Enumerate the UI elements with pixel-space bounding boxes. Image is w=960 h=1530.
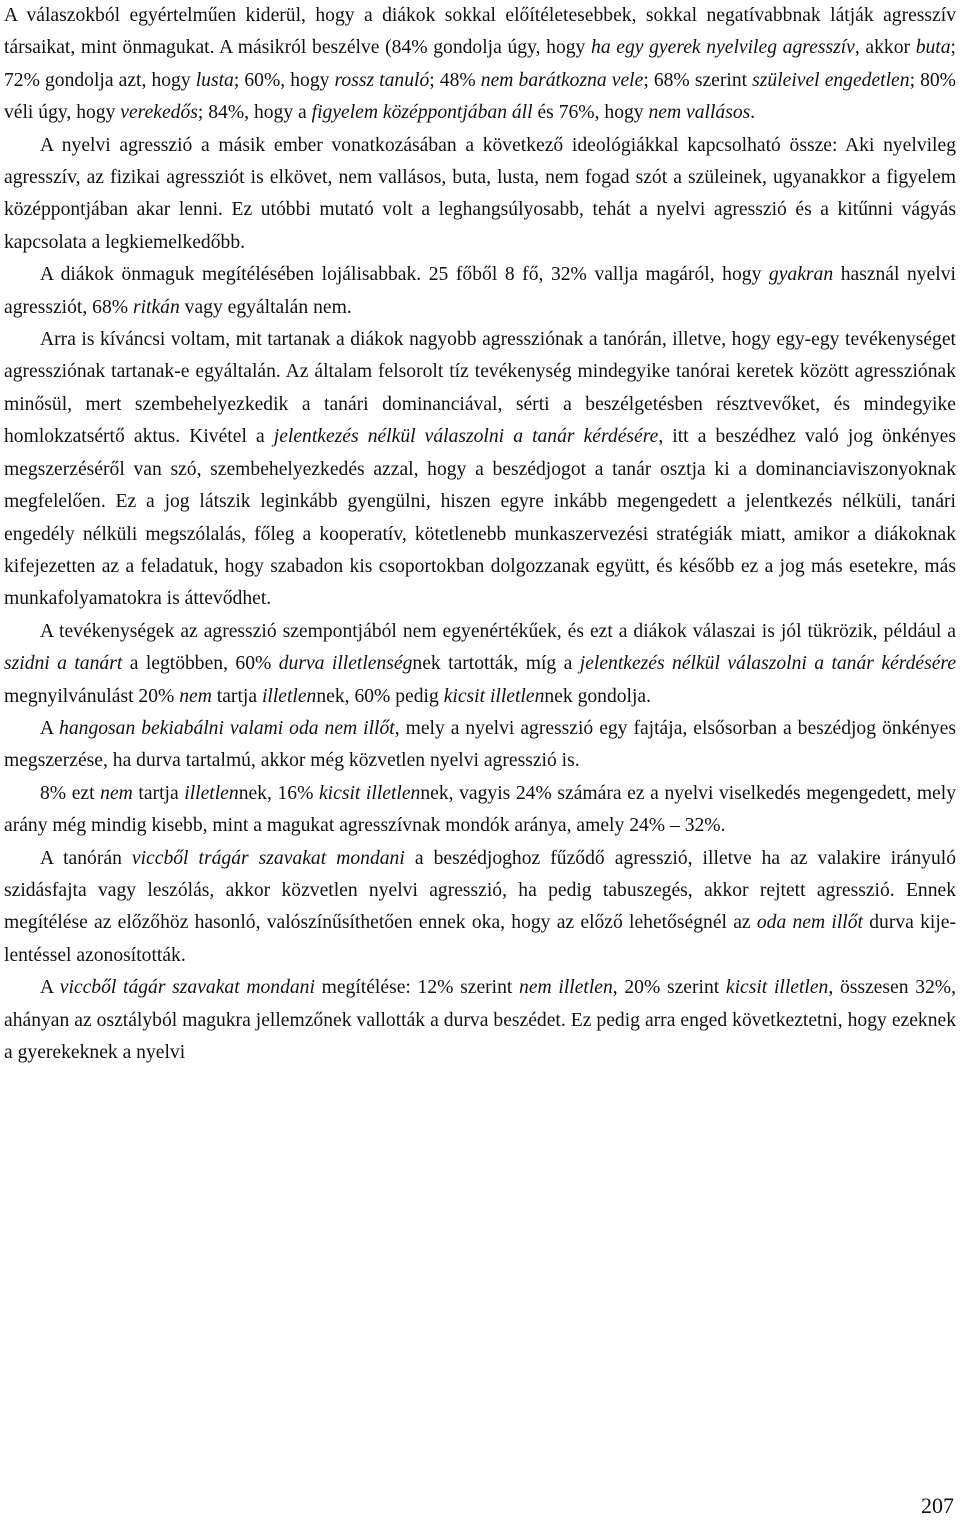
text-run: ; 84%, hogy a: [197, 102, 312, 124]
italic-text: kicsit illetlen: [725, 977, 829, 999]
body-paragraph: [4, 843, 956, 973]
italic-text: ritkán: [132, 296, 180, 318]
text-run: , mely a nyelvi agresszió egy fajtája, elsősorban a beszédjog önkényes megszerzése, ha durva tartalmú, akkor még közvetlen nyelvi agresszió is.: [4, 717, 956, 772]
text-run: ; 72% gondolja azt, hogy: [4, 37, 956, 91]
italic-text: viccből tágár szavakat mondani: [59, 977, 315, 999]
text-run: Arra is kíváncsi voltam, mit tartanak a diákok nagyobb agressziónak a tanórán, illetve, hogy egy-egy tevékenységet agressziónak tartanak-e egyáltalán. Az általam felsorolt tíz tevékenység mindegyike tanórai keretek között agressziónak minősül, mert szembehelyezkedik a tanári dominanciával, sérti a beszélgetésben résztvevőket, és mindegyike homlokzatsértő aktus. Kivétel a: [4, 329, 956, 448]
italic-text: szüleivel engedetlen: [752, 69, 910, 91]
italic-text: illetlen: [261, 685, 317, 707]
text-run: durva kijelentéssel azonosították.: [4, 912, 957, 966]
body-paragraph: [4, 259, 956, 324]
italic-text: jelentkezés nélkül válaszolni a tanár kérdésére: [579, 653, 957, 675]
body-paragraph: [4, 0, 956, 130]
text-run: ; 60%, hogy: [233, 69, 335, 91]
italic-text: verekedős: [120, 102, 198, 124]
text-run: ; 68% szerint: [643, 69, 753, 91]
text-run: megítélése: 12% szerint: [314, 977, 520, 999]
text-run: 8% ezt: [40, 782, 101, 804]
italic-text: szidni a tanárt: [4, 653, 123, 675]
text-run: A: [40, 977, 60, 999]
italic-text: buta: [915, 37, 951, 59]
text-run: a beszédjoghoz fűződő agresszió, illetve ha az valakire irányuló szidásfajta vagy leszólás, akkor közvetlen nyelvi agresszió, ha pedig tabuszegés, akkor rejtett agresszió. Ennek megítélése az előzőhöz hasonló, valószínűsíthetően ennek oka, hogy az előző lehetőségnél az: [4, 847, 956, 934]
text-run: A tanórán: [40, 847, 132, 869]
body-paragraph: [4, 713, 956, 778]
text-run: tartja: [211, 685, 262, 707]
italic-text: illetlen: [184, 782, 239, 804]
text-run: A nyelvi agresszió a másik ember vonatkozásában a következő ideológiákkal kapcsolható össze: Aki nyelvileg agresszív, az fizikai agressziót is elkövet, nem vallásos, buta, lusta, nem fogad szót a szüleinek, ugyanakkor a figyelem középpontjában akar lenni. Ez utóbbi mutató volt a leghangsúlyosabb, tehát a nyelvi agresszió és a kitűnni vágyás kapcsolata a legkiemelkedőbb.: [4, 134, 956, 253]
italic-text: gyakran: [768, 264, 834, 286]
italic-text: kicsit illetlen: [443, 685, 545, 707]
page-number: 207: [921, 1493, 954, 1518]
text-run: ; 48%: [429, 69, 481, 91]
body-paragraph: [4, 130, 956, 260]
text-run: ; 80% véli úgy, hogy: [4, 69, 957, 124]
text-run: nek gondolja.: [544, 685, 652, 707]
text-run: nek, vagyis 24% számára ez a nyelvi viselkedés megengedett, mely arány még mindig kisebb, mint a magukat agresszívnak mondók aránya, amely 24% – 32%.: [4, 782, 956, 837]
text-run: megnyilvánulást 20%: [4, 685, 180, 707]
italic-text: oda nem illőt: [756, 912, 863, 934]
italic-text: rossz tanuló: [334, 69, 430, 91]
body-paragraph: [4, 616, 956, 713]
text-run: használ nyelvi agressziót, 68%: [4, 264, 956, 318]
body-paragraph: [4, 324, 956, 616]
text-run: és 76%, hogy: [532, 102, 649, 124]
body-paragraph: [4, 972, 956, 1069]
italic-text: viccből trágár szavakat mondani: [131, 847, 405, 869]
text-run: A tevékenységek az agresszió szempontjából nem egyenértékűek, és ezt a diákok válaszai is jól tükrözik, például a: [40, 620, 956, 642]
text-run: .: [750, 102, 756, 124]
text-run: , itt a beszédhez való jog önkényes megszerzéséről van szó, szembehelyezkedés azzal, hogy a beszédjogot a tanár osztja ki a dominanciaviszonyoknak megfelelően. Ez a jog látszik leginkább gyengülni, hiszen egyre inkább megengedett a jelentkezés nélküli, tanári engedély nélküli megszólalás, főleg a kooperatív, kötetlenebb munkaszervezési stratégiák miatt, amikor a diákoknak kifejezetten az a feladatuk, hogy szabadon kis csoportokban dolgozzanak együtt, és később ez a jog más esetekre, más munkafolyamatokra is áttevődhet.: [4, 426, 956, 610]
italic-text: nem: [179, 685, 212, 707]
italic-text: nem illetlen: [519, 977, 613, 999]
text-run: , összesen 32%, ahányan az osztályból magukra jellemzőnek vallották a durva beszédet. Ez pedig arra enged következtetni, hogy ezeknek a gyerekeknek a nyelvi: [4, 977, 957, 1063]
text-run: vagy egyáltalán nem.: [179, 296, 352, 318]
text-run: A diákok önmaguk megítélésében lojálisabbak. 25 főből 8 fő, 32% vallja magáról, hogy: [40, 264, 769, 286]
italic-text: nem vallásos: [648, 102, 751, 124]
text-run: nek tartották, míg a: [412, 653, 580, 675]
text-run: a legtöbben, 60%: [122, 653, 279, 675]
text-run: nek, 60% pedig: [316, 685, 444, 707]
document-page: [4, 0, 956, 1069]
body-paragraph: [4, 778, 956, 843]
text-run: nek, 16%: [238, 782, 319, 804]
italic-text: nem: [100, 782, 133, 804]
italic-text: durva illetlenség: [278, 653, 413, 675]
italic-text: figyelem középpontjában áll: [311, 102, 533, 124]
text-run: A: [40, 717, 60, 739]
italic-text: hangosan bekiabálni valami oda nem illőt: [59, 717, 395, 739]
italic-text: lusta: [195, 69, 234, 91]
italic-text: ha egy gyerek nyelvileg agresszív: [591, 37, 855, 59]
italic-text: jelentkezés nélkül válaszolni a tanár kérdésére: [273, 426, 659, 448]
text-run: tartja: [132, 782, 185, 804]
text-run: , akkor: [854, 37, 916, 59]
text-run: , 20% szerint: [612, 977, 726, 999]
text-run: A válaszokból egyértelműen kiderül, hogy a diákok sokkal előítéletesebbek, sokkal negatívabbnak látják agresszív társaikat, mint önmagukat. A másikról beszélve (84% gondolja úgy, hogy: [4, 5, 956, 59]
italic-text: nem barátkozna vele: [480, 69, 644, 91]
italic-text: kicsit illetlen: [318, 782, 421, 804]
